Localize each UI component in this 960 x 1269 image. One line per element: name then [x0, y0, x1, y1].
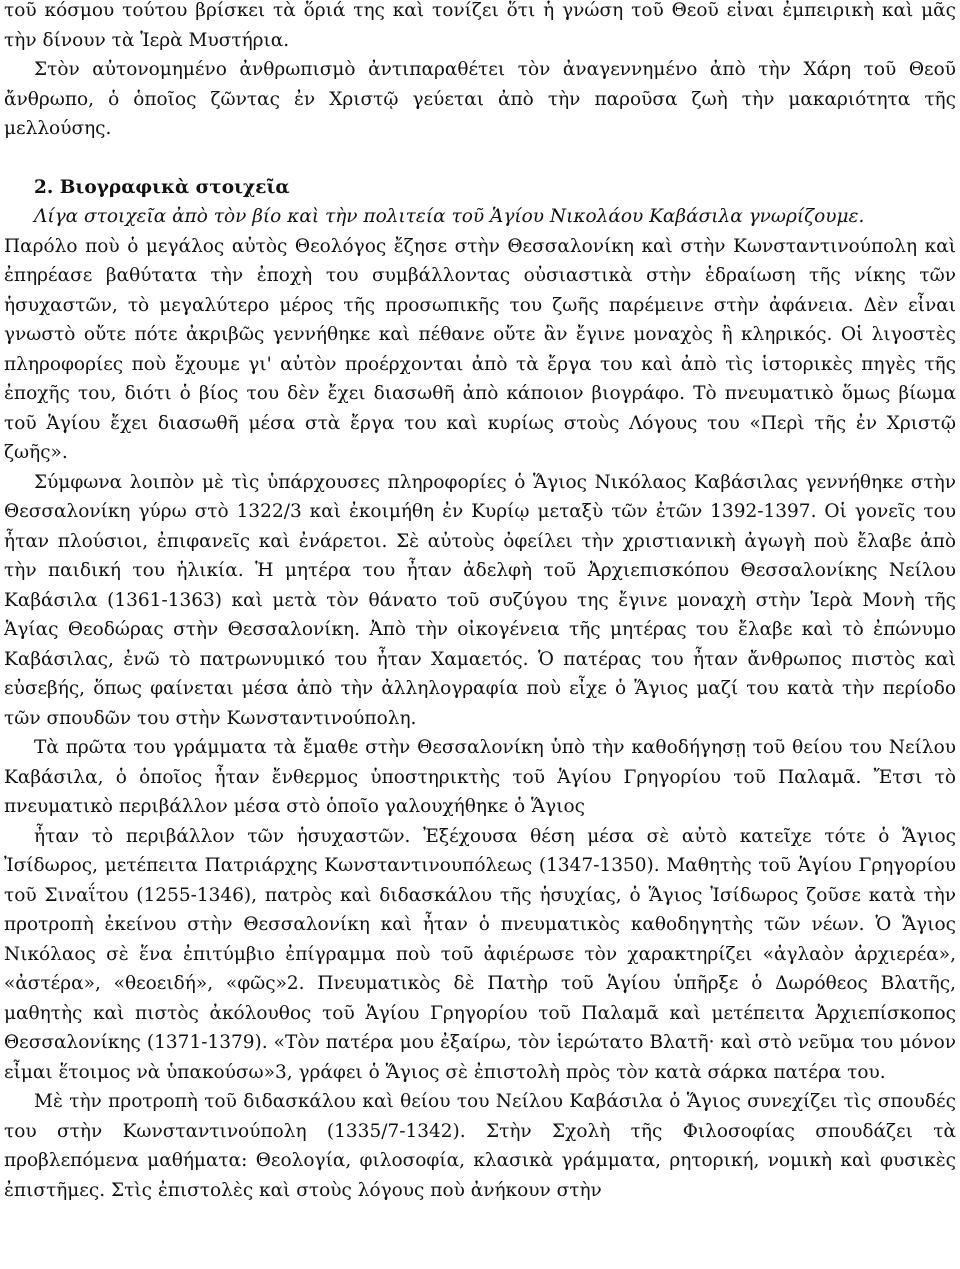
paragraph-birth-family: Σύμφωνα λοιπὸν μὲ τὶς ὑπάρχουσες πληροφορίες ὁ Ἅγιος Νικόλαος Καβάσιλας γεννήθηκε στὴν Θεσσαλονίκη γύρω στὸ 1322/3 καὶ ἐκοιμήθη ἐν Κυρίῳ μεταξὺ τῶν ἐτῶν 1392-1397. Οἱ γονεῖς του ἦταν πλούσιοι, ἐπιφανεῖς καὶ ἐνάρετοι. Σὲ αὐτοὺς ὀφείλει τὴν χριστιανικὴ ἀγωγὴ ποὺ ἔλαβε ἀπὸ τὴν παιδική του ἡλικία. Ἡ μητέρα του ἦταν ἀδελφὴ τοῦ Ἀρχιεπισκόπου Θεσσαλονίκης Νείλου Καβάσιλα (1361-1363) καὶ μετὰ τὸν θάνατο τοῦ συζύγου της ἔγινε μοναχὴ στὴν Ἱερὰ Μονὴ τῆς Ἁγίας Θεοδώρας στὴν Θεσσαλονίκη. Ἀπὸ τὴν οἰκογένεια τῆς μητέρας του ἔλαβε καὶ τὸ ἐπώνυμο Καβάσιλας, ἐνῶ τὸ πατρωνυμικό του ἦταν Χαμαετός. Ὁ πατέρας του ἦταν ἄνθρωπος πιστὸς καὶ εὐσεβής, ὅπως φαίνεται μέσα ἀπὸ τὴν ἀλληλογραφία ποὺ εἶχε ὁ Ἅγιος μαζί του κατὰ τὴν περίοδο τῶν σπουδῶν του στὴν Κωνσταντινούπολη.: [4, 471, 956, 729]
section-lead: Λίγα στοιχεῖα ἀπὸ τὸν βίο καὶ τὴν πολιτεία τοῦ Ἁγίου Νικολάου Καβάσιλα γνωρίζουμε.: [34, 206, 865, 227]
paragraph-intro-continuation: τοῦ κόσμου τούτου βρίσκει τὰ ὅριά της καὶ τονίζει ὅτι ἡ γνώση τοῦ Θεοῦ εἶναι ἐμπειρικὴ καὶ μᾶς τὴν δίνουν τὰ Ἱερὰ Μυστήρια.: [4, 0, 956, 51]
paragraph-constantinople-studies: Μὲ τὴν προτροπὴ τοῦ διδασκάλου καὶ θείου του Νείλου Καβάσιλα ὁ Ἅγιος συνεχίζει τὶς σπουδές του στὴν Κωνσταντινούπολη (1335/7-1342). Στὴν Σχολὴ τῆς Φιλοσοφίας σπουδάζει τὰ προβλεπόμενα μαθήματα: Θεολογία, φιλοσοφία, κλασικὰ γράμματα, ρητορική, νομικὴ καὶ φυσικὲς ἐπιστῆμες. Στὶς ἐπιστολὲς καὶ στοὺς λόγους ποὺ ἀνήκουν στὴν: [4, 1091, 956, 1201]
paragraph-hesychast-environment: ἦταν τὸ περιβάλλον τῶν ἡσυχαστῶν. Ἐξέχουσα θέση μέσα σὲ αὐτὸ κατεῖχε τότε ὁ Ἅγιος Ἰσίδωρος, μετέπειτα Πατριάρχης Κωνσταντινουπόλεως (1347-1350). Μαθητὴς τοῦ Ἁγίου Γρηγορίου τοῦ Σιναΐτου (1255-1346), πατρὸς καὶ διδασκάλου τῆς ἡσυχίας, ὁ Ἅγιος Ἰσίδωρος ζοῦσε κατὰ τὴν προτροπὴ ἐκείνου στὴν Θεσσαλονίκη καὶ ἦταν ὁ πνευματικὸς καθοδηγητὴς τῶν νέων. Ὁ Ἅγιος Νικόλαος σὲ ἕνα ἐπιτύμβιο ἐπίγραμμα ποὺ τοῦ ἀφιέρωσε τὸν χαρακτηρίζει «ἀγλαὸν ἀρχιερέα», «ἀστέρα», «θεοειδή», «φῶς»2. Πνευματικὸς δὲ Πατὴρ τοῦ Ἁγίου ὑπῆρξε ὁ Δωρόθεος Βλατῆς, μαθητὴς καὶ πιστὸς ἀκόλουθος τοῦ Ἁγίου Γρηγορίου τοῦ Παλαμᾶ καὶ μετέπειτα Ἀρχιεπίσκοπος Θεσσαλονίκης (1371-1379). «Τὸν πατέρα μου ἐξαίρω, τὸν ἱερώτατο Βλατῆ· καὶ στὸ νεῦμα του μόνον εἶμαι ἕτοιμος νὰ ὑπακούσω»3, γράφει ὁ Ἅγιος σὲ ἐπιστολὴ πρὸς τὸν κατὰ σάρκα πατέρα του.: [4, 825, 956, 1083]
paragraph-humanism: Στὸν αὐτονομημένο ἀνθρωπισμὸ ἀντιπαραθέτει τὸν ἀναγεννημένο ἀπὸ τὴν Χάρη τοῦ Θεοῦ ἄνθρωπο, ὁ ὁποῖος ζῶντας ἐν Χριστῷ γεύεται ἀπὸ τὴν παροῦσα ζωὴ τὴν μακαριότητα τῆς μελλούσης.: [4, 59, 956, 139]
section-heading: 2. Βιογραφικὰ στοιχεῖα: [34, 176, 290, 198]
paragraph-biography-sources: Παρόλο ποὺ ὁ μεγάλος αὐτὸς Θεολόγος ἔζησε στὴν Θεσσαλονίκη καὶ στὴν Κωνσταντινούπολη καὶ ἐπηρέασε βαθύτατα τὴν ἐποχὴ του συμβάλλοντας οὐσιαστικὰ στὴν ἑδραίωση τῆς νίκης τῶν ἡσυχαστῶν, τὸ μεγαλύτερο μέρος τῆς προσωπικῆς του ζωῆς παρέμεινε στὴν ἀφάνεια. Δὲν εἶναι γνωστὸ οὔτε πότε ἀκριβῶς γεννήθηκε καὶ πέθανε οὔτε ἂν ἔγινε μοναχὸς ἢ κληρικός. Οἱ λιγοστὲς πληροφορίες ποὺ ἔχουμε γι' αὐτὸν προέρχονται ἀπὸ τὰ ἔργα του καὶ ἀπὸ τὶς ἱστορικὲς πηγὲς τῆς ἐποχῆς του, διότι ὁ βίος του δὲν ἔχει διασωθῆ ἀπὸ κάποιον βιογράφο. Τὸ πνευματικὸ ὅμως βίωμα τοῦ Ἁγίου ἔχει διασωθῆ μέσα στὰ ἔργα του καὶ κυρίως στοὺς Λόγους του «Περὶ τῆς ἐν Χριστῷ ζωῆς».: [4, 235, 956, 463]
paragraph-first-education: Τὰ πρῶτα του γράμματα τὰ ἔμαθε στὴν Θεσσαλονίκη ὑπὸ τὴν καθοδήγησῃ τοῦ θείου του Νείλου Καβάσιλα, ὁ ὁποῖος ἦταν ἔνθερμος ὑποστηρικτὴς τοῦ Ἁγίου Γρηγορίου τοῦ Παλαμᾶ. Ἔτσι τὸ πνευματικὸ περιβάλλον μέσα στὸ ὁποῖο γαλουχήθηκε ὁ Ἅγιος: [4, 737, 956, 817]
